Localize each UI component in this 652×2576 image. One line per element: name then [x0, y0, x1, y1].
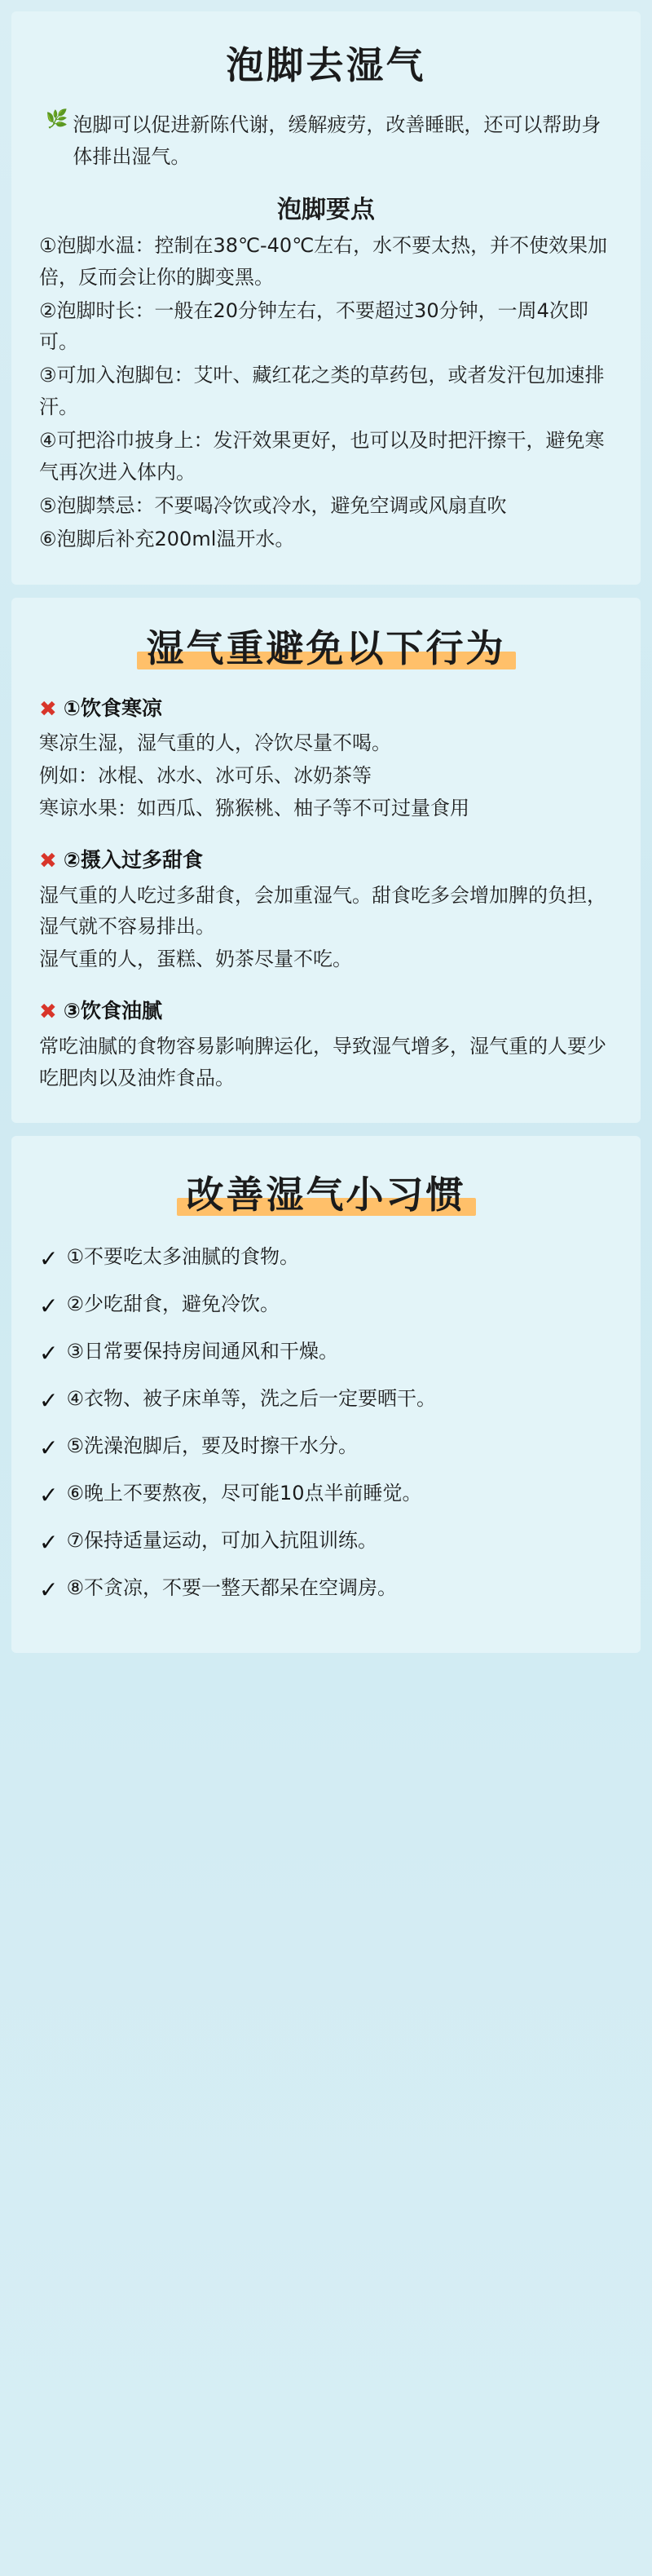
check-icon: ✓ — [39, 1529, 59, 1555]
avoid-block-body — [39, 727, 613, 824]
section1-title — [222, 36, 431, 90]
section2-title-wrap — [39, 619, 613, 673]
habit-text: ④衣物、被子床单等，洗之后一定要晒干。 — [66, 1386, 436, 1410]
avoid-block-body — [39, 1031, 613, 1094]
section1-title-text: 泡脚去湿气 — [226, 43, 426, 87]
habit-text: ⑤洗澡泡脚后，要及时擦干水分。 — [66, 1434, 358, 1457]
section2-title — [142, 619, 511, 673]
list-item — [39, 1478, 613, 1513]
list-item: ①泡脚水温：控制在38℃-40℃左右，水不要太热，并不使效果加倍，反而会让你的脚变黑。 — [39, 233, 608, 289]
body-line: 寒谅水果：如西瓜、猕猴桃、柚子等不可过量食用 — [39, 796, 469, 820]
body-line: 例如：冰棍、冰水、冰可乐、冰奶茶等 — [39, 764, 372, 788]
check-icon: ✓ — [39, 1387, 59, 1413]
avoid-block-body — [39, 880, 613, 976]
section3-title-text: 改善湿气小习惯 — [186, 1172, 466, 1217]
habit-text: ①不要吃太多油腻的食物。 — [66, 1244, 299, 1268]
body-line: 湿气重的人吃过多甜食，会加重湿气。甜食吃多会增加脾的负担，湿气就不容易排出。 — [39, 883, 606, 939]
avoid-block — [39, 694, 613, 824]
section1-points-list — [39, 230, 613, 555]
section1-subtitle — [274, 189, 378, 225]
list-item: ③可加入泡脚包：艾叶、藏红花之类的草药包，或者发汗包加速排汗。 — [39, 364, 605, 419]
avoid-block-heading-text: ③饮食油腻 — [63, 999, 162, 1023]
body-line: 寒凉生湿，湿气重的人，冷饮尽量不喝。 — [39, 731, 391, 755]
habit-text: ②少吃甜食，避免冷饮。 — [66, 1292, 280, 1315]
list-item — [39, 1289, 613, 1323]
avoid-block-heading — [39, 996, 613, 1027]
section3-title — [182, 1165, 471, 1219]
list-item — [39, 1573, 613, 1607]
habit-text: ⑦保持适量运动，可加入抗阻训练。 — [66, 1528, 377, 1552]
check-icon: ✓ — [39, 1245, 59, 1271]
cross-mark-icon: ✖ — [39, 847, 57, 873]
list-item: ⑥泡脚后补充200ml温开水。 — [39, 527, 295, 550]
list-item — [39, 1337, 613, 1371]
avoid-block — [39, 846, 613, 975]
list-item: ④可把浴巾披身上：发汗效果更好，也可以及时把汗擦干，避免寒气再次进入体内。 — [39, 429, 605, 484]
avoid-block-heading — [39, 694, 613, 725]
list-item: ②泡脚时长：一般在20分钟左右，不要超过30分钟，一周4次即可。 — [39, 298, 588, 354]
cross-mark-icon: ✖ — [39, 999, 57, 1024]
avoid-block-heading-text: ①饮食寒凉 — [63, 696, 162, 720]
check-icon: ✓ — [39, 1292, 59, 1319]
habit-text: ⑥晚上不要熬夜，尽可能10点半前睡觉。 — [66, 1481, 422, 1505]
section3-title-wrap — [39, 1165, 613, 1219]
section2-title-text: 湿气重避免以下行为 — [146, 625, 506, 670]
section-good-habits — [11, 1136, 641, 1653]
body-line: 湿气重的人，蛋糕、奶茶尽量不吃。 — [39, 948, 352, 971]
habit-text: ⑧不贪凉，不要一整天都呆在空调房。 — [66, 1575, 397, 1599]
section-foot-soak — [11, 11, 641, 585]
section1-intro-text: 泡脚可以促进新陈代谢，缓解疲劳，改善睡眠，还可以帮助身体排出湿气。 — [73, 113, 601, 168]
avoid-block — [39, 996, 613, 1094]
section1-intro-row — [39, 104, 613, 178]
check-icon: ✓ — [39, 1576, 59, 1602]
check-icon: ✓ — [39, 1482, 59, 1508]
section1-title-wrap — [39, 36, 613, 90]
section-avoid-behaviors — [11, 598, 641, 1123]
cross-mark-icon: ✖ — [39, 696, 57, 721]
section1-subtitle-wrap — [39, 189, 613, 225]
list-item — [39, 1384, 613, 1418]
section1-subtitle-text: 泡脚要点 — [277, 195, 375, 224]
body-line: 常吃油腻的食物容易影响脾运化，导致湿气增多，湿气重的人要少吃肥肉以及油炸食品。 — [39, 1034, 606, 1089]
list-item: ⑤泡脚禁忌：不要喝冷饮或冷水，避免空调或风扇直吹 — [39, 493, 507, 517]
habit-text: ③日常要保持房间通风和干燥。 — [66, 1339, 338, 1363]
avoid-block-heading — [39, 846, 613, 877]
list-item — [39, 1242, 613, 1276]
leaf-icon: 🌿 — [46, 108, 68, 129]
check-icon: ✓ — [39, 1340, 59, 1366]
avoid-block-heading-text: ②摄入过多甜食 — [63, 847, 203, 872]
check-icon: ✓ — [39, 1434, 59, 1460]
list-item — [39, 1431, 613, 1465]
list-item — [39, 1526, 613, 1560]
